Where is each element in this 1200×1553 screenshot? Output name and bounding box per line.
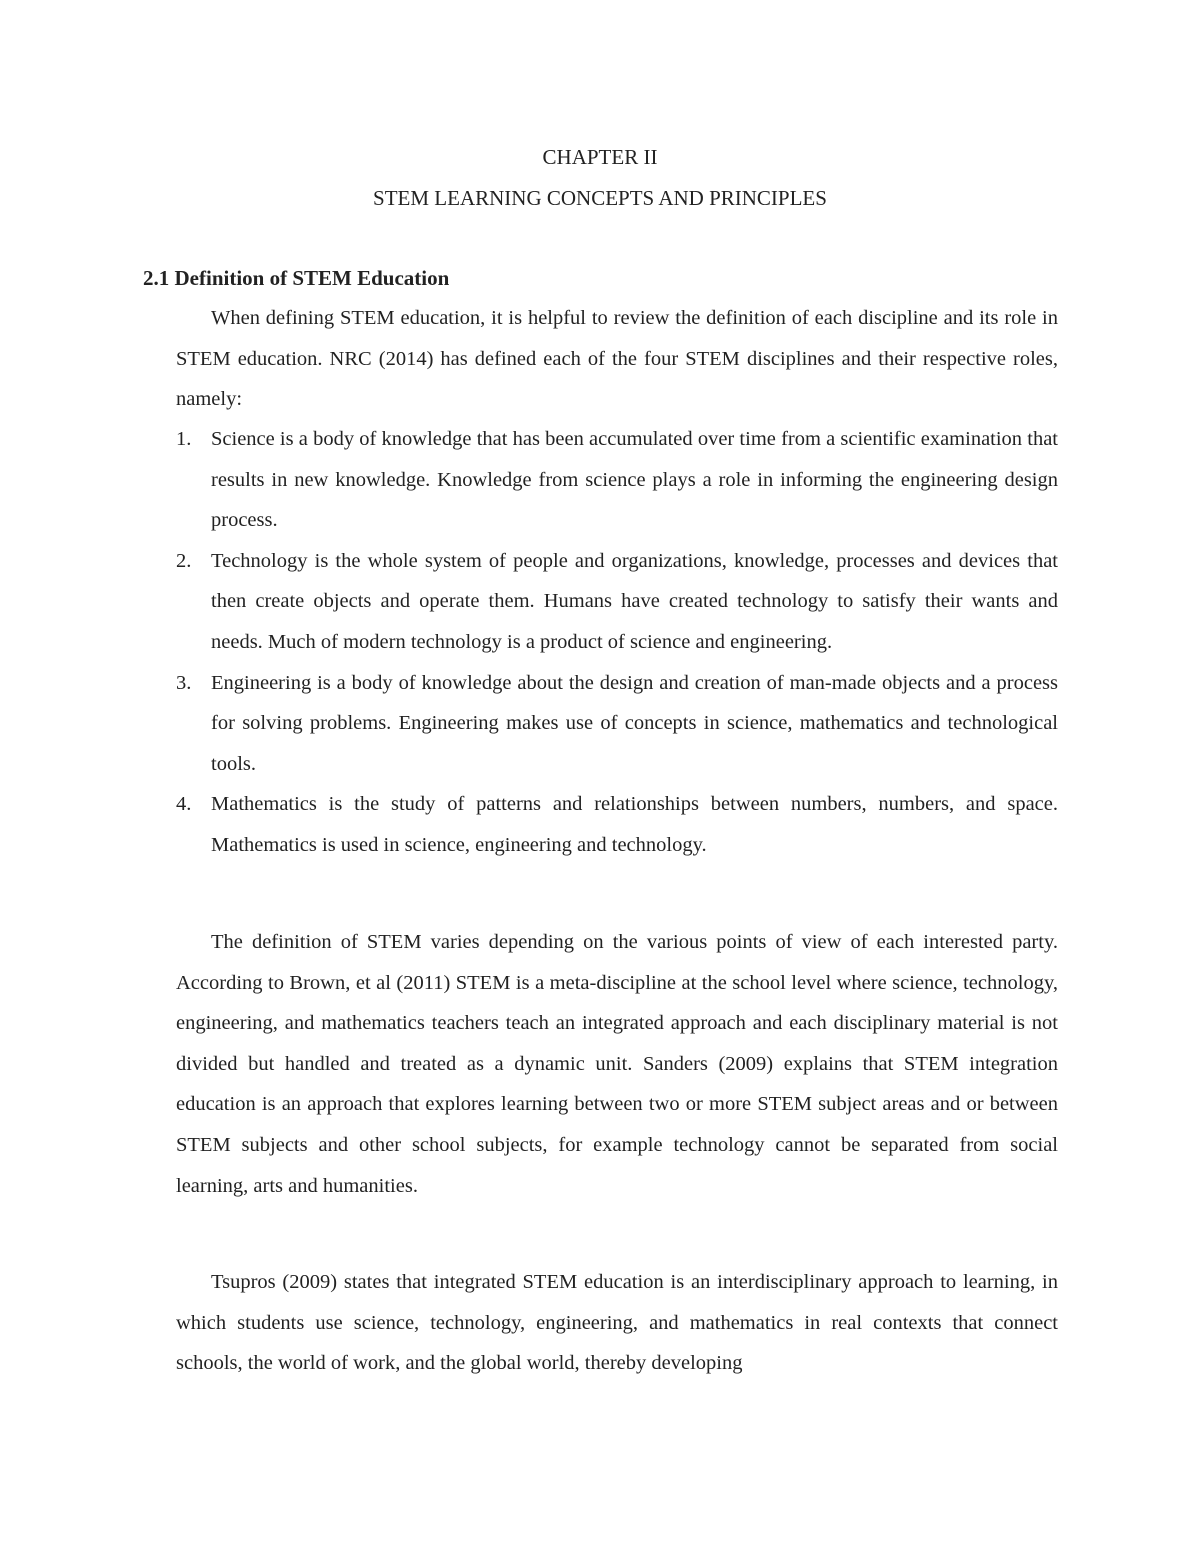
- list-item-text: Engineering is a body of knowledge about the design and creation of man-made objects and a process for solving problems. Engineering makes use of concepts in science, mathematics and technological tools.: [211, 671, 1058, 775]
- list-item: [176, 784, 1058, 865]
- chapter-subtitle: STEM LEARNING CONCEPTS AND PRINCIPLES: [373, 186, 827, 210]
- list-item-number: 2.: [176, 549, 192, 572]
- definition-paragraph: The definition of STEM varies depending on the various points of view of each interested party. According to Brown, et al (2011) STEM is a meta-discipline at the school level where science, technology, engineering, and mathematics teachers teach an integrated approach and each disciplinary material is not divided but handled and treated as a dynamic unit. Sanders (2009) explains that STEM integration education is an approach that explores learning between two or more STEM subject areas and or between STEM subjects and other school subjects, for example technology cannot be separated from social learning, arts and humanities.: [176, 931, 1058, 1197]
- list-item: [176, 541, 1058, 663]
- list-item-number: 3.: [176, 671, 192, 694]
- list-item-number: 1.: [176, 428, 192, 450]
- list-item-text: Technology is the whole system of people and organizations, knowledge, processes and devices that then create objects and operate them. Humans have created technology to satisfy their wants and needs. Much of modern technology is a product of science and engineering.: [211, 549, 1058, 653]
- chapter-title: CHAPTER II: [542, 145, 658, 169]
- tsupros-paragraph: Tsupros (2009) states that integrated STEM education is an interdisciplinary approach to learning, in which students use science, technology, engineering, and mathematics in real contexts that connect schools, the world of work, and the global world, thereby developing: [176, 1271, 1058, 1375]
- discipline-list: [176, 419, 1058, 866]
- list-item: [176, 419, 1058, 541]
- intro-paragraph: When defining STEM education, it is helpful to review the definition of each discipline and its role in STEM education. NRC (2014) has defined each of the four STEM disciplines and their respective roles, namely:: [176, 307, 1058, 411]
- section-heading: 2.1 Definition of STEM Education: [143, 266, 450, 290]
- list-item: [176, 663, 1058, 785]
- list-item-text: Science is a body of knowledge that has been accumulated over time from a scientific examination that results in new knowledge. Knowledge from science plays a role in informing the engineering design process.: [211, 428, 1058, 532]
- list-item-text: Mathematics is the study of patterns and relationships between numbers, numbers, and space. Mathematics is used in science, engineering and technology.: [211, 793, 1058, 856]
- list-item-number: 4.: [176, 793, 192, 816]
